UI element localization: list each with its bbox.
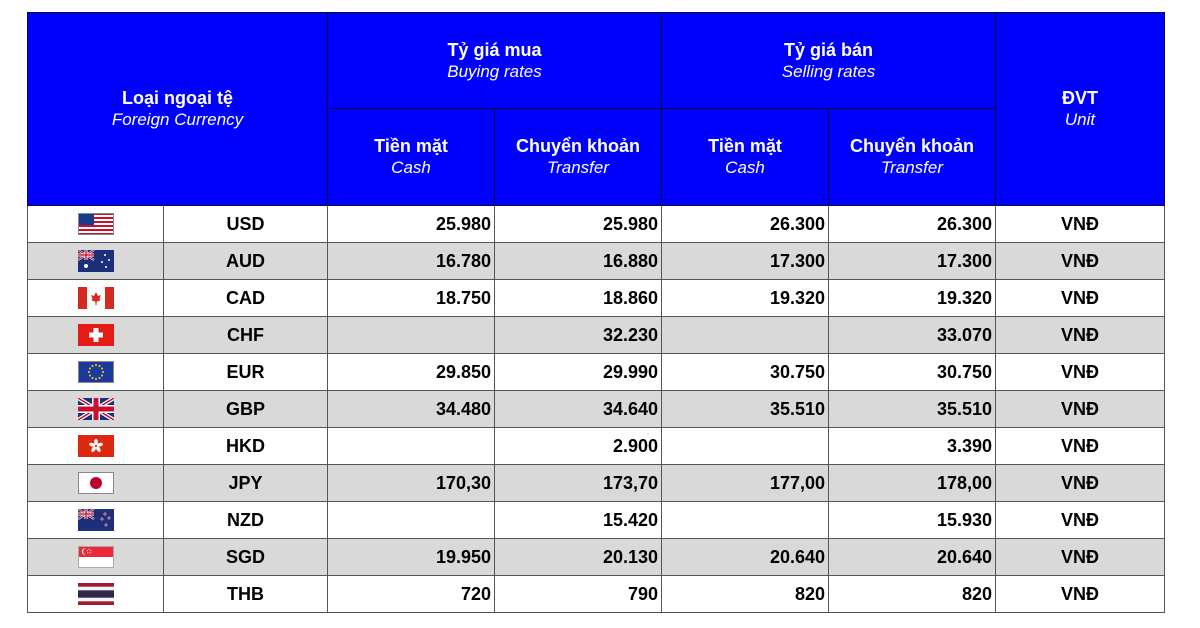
- buy-cash-value: 18.750: [328, 280, 495, 317]
- buy-cash-value: [328, 428, 495, 465]
- currency-code: JPY: [164, 465, 328, 502]
- currency-code: CHF: [164, 317, 328, 354]
- header-unit-en: Unit: [1064, 110, 1096, 129]
- sell-cash-value: 35.510: [662, 391, 829, 428]
- sell-cash-value: 20.640: [662, 539, 829, 576]
- flag-cell: [28, 502, 164, 539]
- sell-cash-value: 820: [662, 576, 829, 613]
- table-row: [28, 354, 1165, 391]
- unit-value: VNĐ: [996, 576, 1165, 613]
- au-flag-icon: [78, 250, 114, 272]
- ch-flag-icon: [78, 324, 114, 346]
- buy-cash-value: 170,30: [328, 465, 495, 502]
- table-header: [28, 13, 1165, 206]
- buy-transfer-value: 32.230: [495, 317, 662, 354]
- header-selling-en: Selling rates: [781, 61, 876, 81]
- header-selling-vi: Tỷ giá bán: [784, 39, 874, 60]
- hk-flag-icon: [78, 435, 114, 457]
- sell-transfer-value: 33.070: [829, 317, 996, 354]
- table-row: [28, 576, 1165, 613]
- currency-code: HKD: [164, 428, 328, 465]
- header-sell-cash: [662, 109, 829, 206]
- table-row: [28, 465, 1165, 502]
- flag-cell: [28, 465, 164, 502]
- sell-cash-value: 19.320: [662, 280, 829, 317]
- sell-transfer-value: 19.320: [829, 280, 996, 317]
- buy-transfer-value: 25.980: [495, 206, 662, 243]
- flag-cell: [28, 243, 164, 280]
- unit-value: VNĐ: [996, 317, 1165, 354]
- buy-transfer-value: 173,70: [495, 465, 662, 502]
- buy-transfer-value: 29.990: [495, 354, 662, 391]
- nz-flag-icon: [78, 509, 114, 531]
- buy-cash-value: [328, 317, 495, 354]
- unit-value: VNĐ: [996, 280, 1165, 317]
- currency-code: EUR: [164, 354, 328, 391]
- buy-transfer-value: 20.130: [495, 539, 662, 576]
- header-sell-transfer: [829, 109, 996, 206]
- sell-cash-value: [662, 428, 829, 465]
- header-cash-vi: Tiền mặt: [708, 136, 782, 156]
- sell-transfer-value: 30.750: [829, 354, 996, 391]
- buy-transfer-value: 15.420: [495, 502, 662, 539]
- sell-cash-value: 17.300: [662, 243, 829, 280]
- header-transfer-en: Transfer: [546, 158, 610, 177]
- us-flag-icon: [78, 213, 114, 235]
- buy-transfer-value: 34.640: [495, 391, 662, 428]
- buy-cash-value: 720: [328, 576, 495, 613]
- table-row: [28, 317, 1165, 354]
- header-buying-vi: Tỷ giá mua: [447, 39, 542, 60]
- table-row: [28, 243, 1165, 280]
- unit-value: VNĐ: [996, 206, 1165, 243]
- sell-transfer-value: 26.300: [829, 206, 996, 243]
- header-transfer-vi: Chuyển khoản: [850, 136, 975, 156]
- sell-transfer-value: 17.300: [829, 243, 996, 280]
- flag-cell: [28, 206, 164, 243]
- currency-code: SGD: [164, 539, 328, 576]
- eu-flag-icon: [78, 361, 114, 383]
- header-buy-transfer: [495, 109, 662, 206]
- header-currency-vi: Loại ngoại tệ: [122, 88, 234, 108]
- exchange-rate-table: [27, 12, 1165, 613]
- header-buy-cash: [328, 109, 495, 206]
- header-cash-en: Cash: [725, 158, 765, 177]
- header-transfer-en: Transfer: [880, 158, 944, 177]
- currency-code: CAD: [164, 280, 328, 317]
- buy-transfer-value: 16.880: [495, 243, 662, 280]
- sell-transfer-value: 3.390: [829, 428, 996, 465]
- buy-cash-value: 19.950: [328, 539, 495, 576]
- table-row: [28, 206, 1165, 243]
- buy-transfer-value: 790: [495, 576, 662, 613]
- sell-cash-value: [662, 317, 829, 354]
- header-unit: [996, 13, 1165, 206]
- table-row: [28, 502, 1165, 539]
- currency-code: GBP: [164, 391, 328, 428]
- header-buying-en: Buying rates: [447, 61, 542, 81]
- header-foreign-currency: [28, 13, 328, 206]
- flag-cell: [28, 391, 164, 428]
- unit-value: VNĐ: [996, 354, 1165, 391]
- unit-value: VNĐ: [996, 465, 1165, 502]
- buy-cash-value: [328, 502, 495, 539]
- buy-cash-value: 16.780: [328, 243, 495, 280]
- flag-cell: [28, 354, 164, 391]
- currency-code: THB: [164, 576, 328, 613]
- unit-value: VNĐ: [996, 428, 1165, 465]
- flag-cell: [28, 428, 164, 465]
- sell-transfer-value: 20.640: [829, 539, 996, 576]
- header-currency-en: Foreign Currency: [111, 110, 244, 129]
- currency-code: AUD: [164, 243, 328, 280]
- unit-value: VNĐ: [996, 502, 1165, 539]
- flag-cell: [28, 280, 164, 317]
- currency-code: USD: [164, 206, 328, 243]
- sell-transfer-value: 178,00: [829, 465, 996, 502]
- buy-cash-value: 25.980: [328, 206, 495, 243]
- sell-transfer-value: 820: [829, 576, 996, 613]
- sell-transfer-value: 15.930: [829, 502, 996, 539]
- sell-transfer-value: 35.510: [829, 391, 996, 428]
- sell-cash-value: 177,00: [662, 465, 829, 502]
- table-row: [28, 391, 1165, 428]
- flag-cell: [28, 576, 164, 613]
- sell-cash-value: 26.300: [662, 206, 829, 243]
- buy-transfer-value: 2.900: [495, 428, 662, 465]
- buy-transfer-value: 18.860: [495, 280, 662, 317]
- header-cash-en: Cash: [391, 158, 431, 177]
- unit-value: VNĐ: [996, 243, 1165, 280]
- table-row: [28, 539, 1165, 576]
- currency-code: NZD: [164, 502, 328, 539]
- header-transfer-vi: Chuyển khoản: [516, 136, 641, 156]
- table-row: [28, 280, 1165, 317]
- header-cash-vi: Tiền mặt: [374, 136, 448, 156]
- sell-cash-value: 30.750: [662, 354, 829, 391]
- unit-value: VNĐ: [996, 391, 1165, 428]
- table-body: [28, 206, 1165, 613]
- sg-flag-icon: [78, 546, 114, 568]
- table-row: [28, 428, 1165, 465]
- gb-flag-icon: [78, 398, 114, 420]
- header-selling-rates: [662, 13, 996, 109]
- th-flag-icon: [78, 583, 114, 605]
- header-unit-vi: ĐVT: [1062, 88, 1099, 108]
- buy-cash-value: 34.480: [328, 391, 495, 428]
- flag-cell: [28, 317, 164, 354]
- exchange-rate-board: [27, 12, 1165, 613]
- flag-cell: [28, 539, 164, 576]
- unit-value: VNĐ: [996, 539, 1165, 576]
- buy-cash-value: 29.850: [328, 354, 495, 391]
- ca-flag-icon: [78, 287, 114, 309]
- sell-cash-value: [662, 502, 829, 539]
- header-buying-rates: [328, 13, 662, 109]
- jp-flag-icon: [78, 472, 114, 494]
